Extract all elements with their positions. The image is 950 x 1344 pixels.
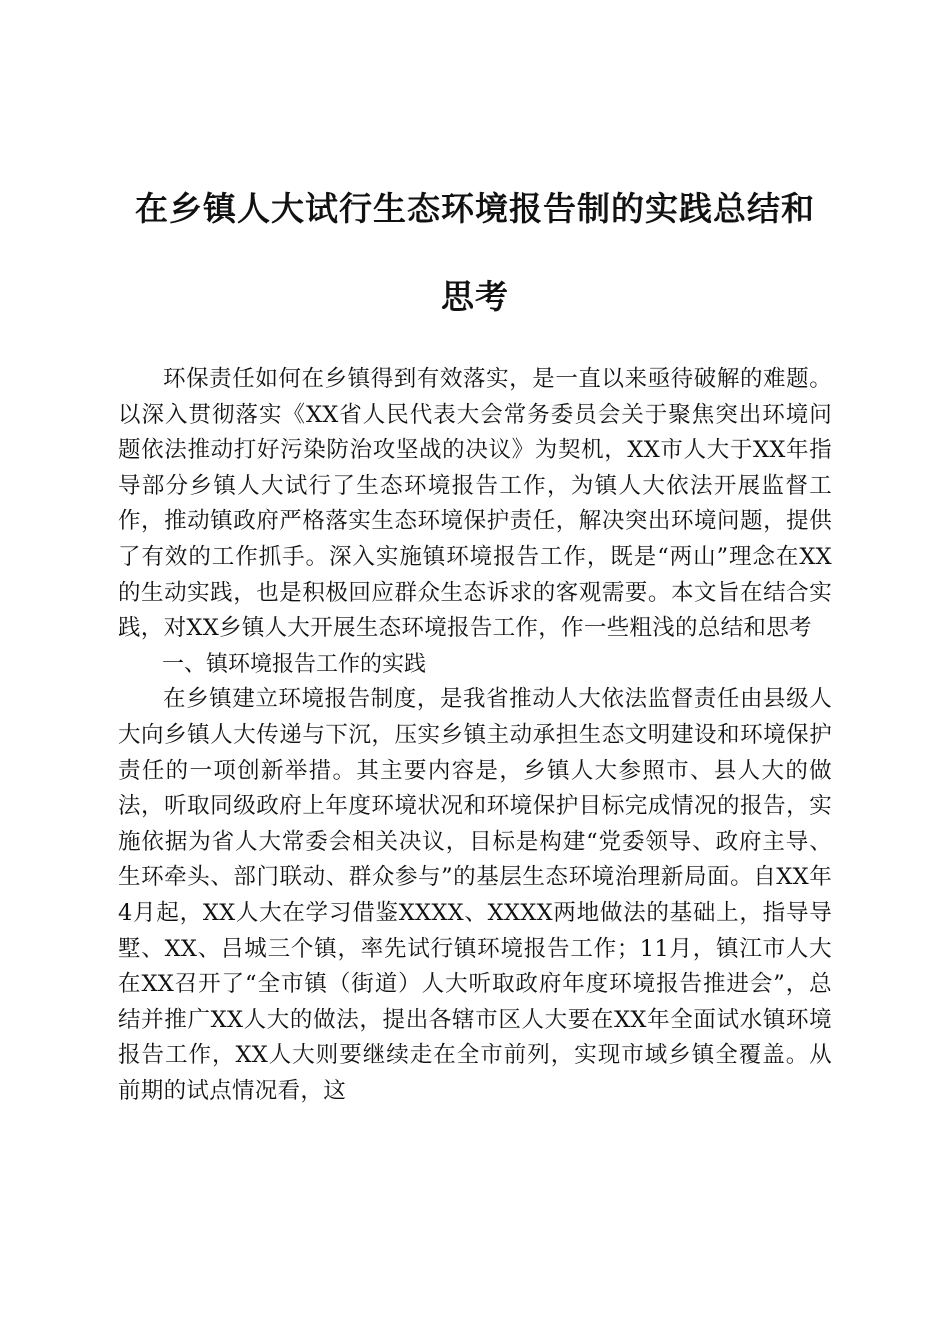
section-paragraph: 在乡镇建立环境报告制度，是我省推动人大依法监督责任由县级人大向乡镇人大传递与下沉，压实乡镇主动承担生态文明建设和环境保护责任的一项创新举措。其主要内容是，乡镇人大参照市、县人大的做法，听取同级政府上年度环境状况和环境保护目标完成情况的报告，实施依据为省人大常委会相关决议，目标是构建“党委领导、政府主导、生环牵头、部门联动、群众参与”的基层生态环境治理新局面。自XX年4月起，XX人大在学习借鉴XXXX、XXXX两地做法的基础上，指导导墅、XX、吕城三个镇，率先试行镇环境报告工作；11月，镇江市人大在XX召开了“全市镇（街道）人大听取政府年度环境报告推进会”，总结并推广XX人大的做法，提出各辖市区人大要在XX年全面试水镇环境报告工作，XX人大则要继续走在全市前列，实现市域乡镇全覆盖。从前期的试点情况看，这: [118, 686, 832, 1104]
document-title: [100, 165, 850, 341]
title-line-1: 在乡镇人大试行生态环境报告制的实践总结和: [135, 189, 815, 228]
intro-paragraph: 环保责任如何在乡镇得到有效落实，是一直以来亟待破解的难题。以深入贯彻落实《XX省人民代表大会常务委员会关于聚焦突出环境问题依法推动打好污染防治攻坚战的决议》为契机，XX市人大于XX年指导部分乡镇人大试行了生态环境报告工作，为镇人大依法开展监督工作，推动镇政府严格落实生态环境保护责任，解决突出环境问题，提供了有效的工作抓手。深入实施镇环境报告工作，既是“两山”理念在XX的生动实践，也是积极回应群众生态诉求的客观需要。本文旨在结合实践，对XX乡镇人大开展生态环境报告工作，作一些粗浅的总结和思考: [118, 366, 832, 642]
document-body: [118, 362, 832, 1109]
section-heading: 一、镇环境报告工作的实践: [162, 651, 427, 677]
title-line-2: 思考: [441, 277, 509, 316]
